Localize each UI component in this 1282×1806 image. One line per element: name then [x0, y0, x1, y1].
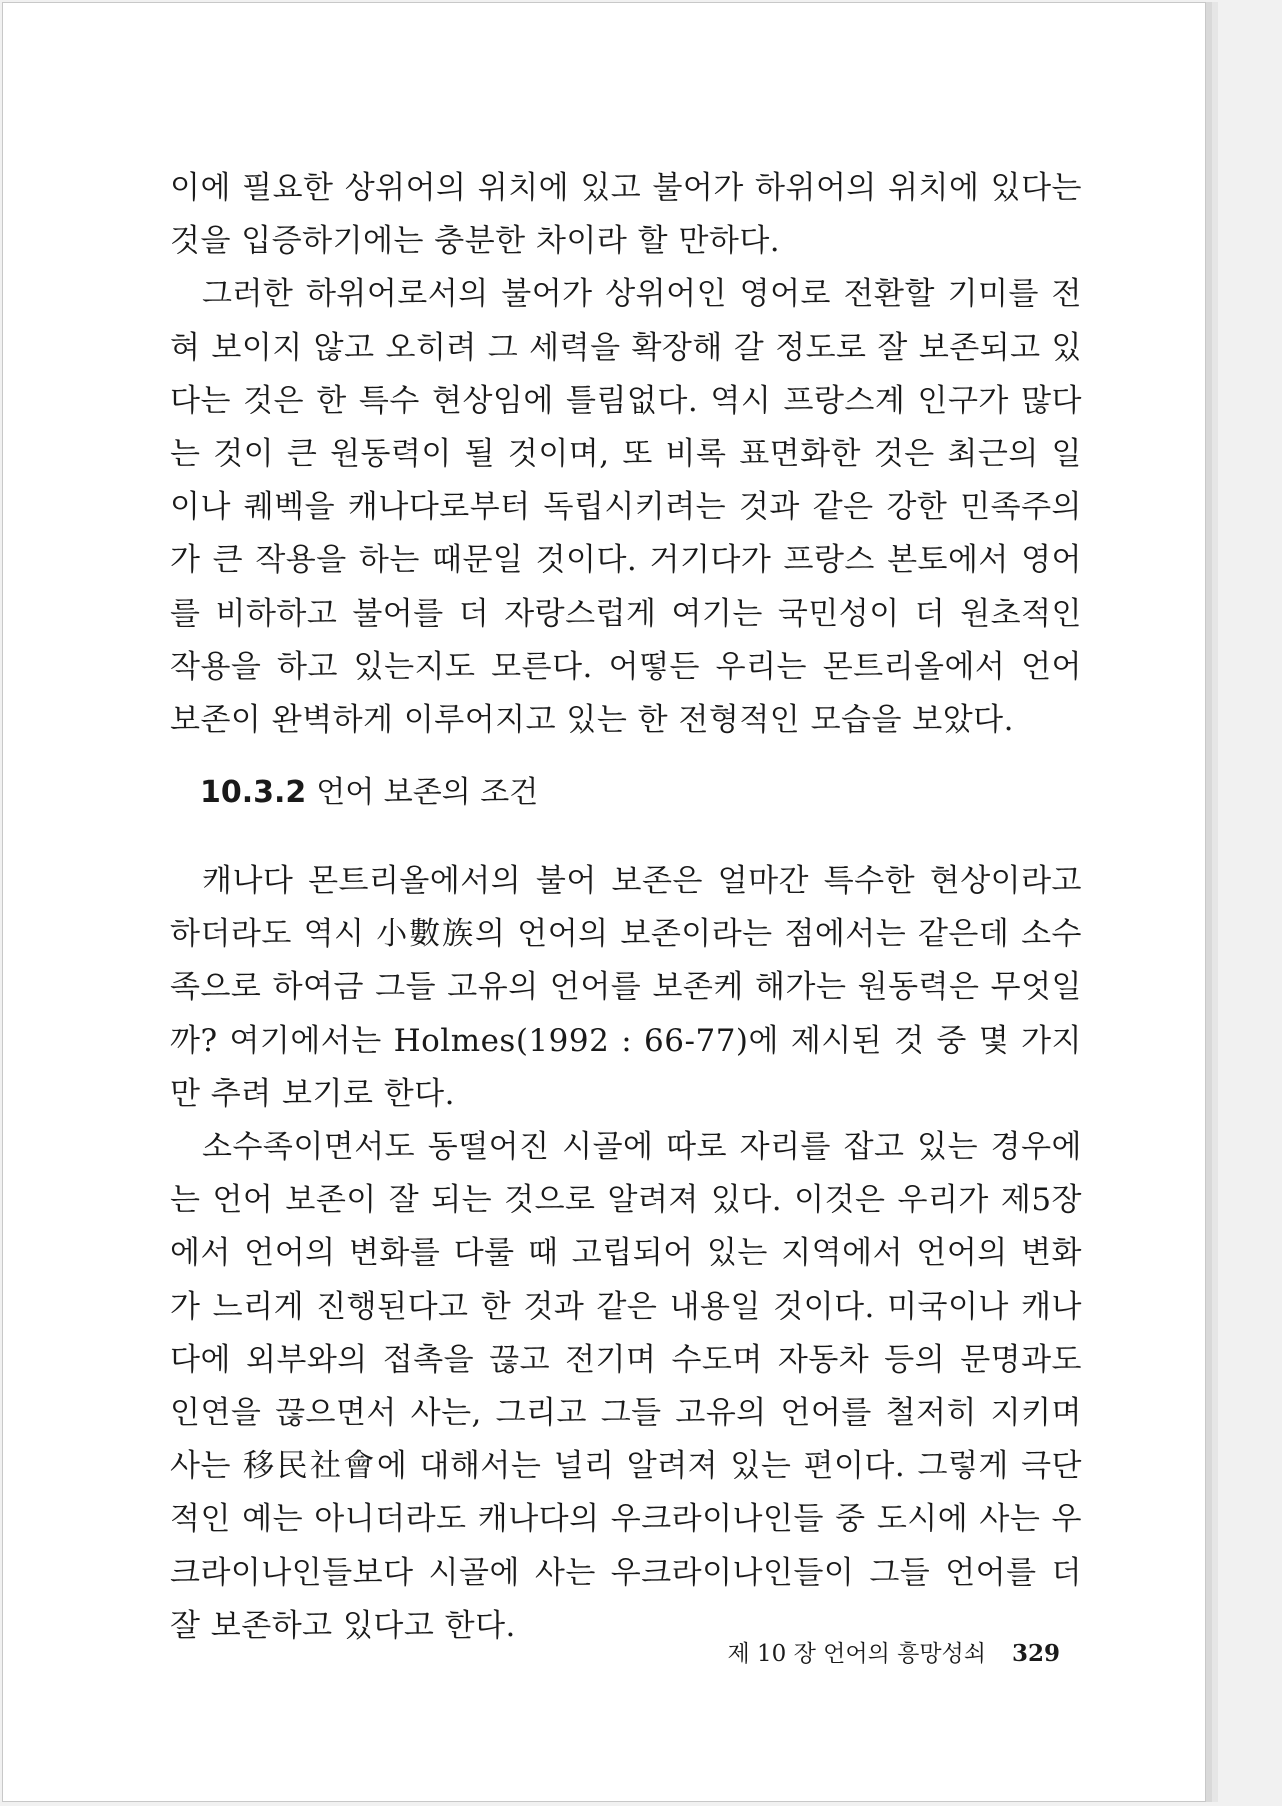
page-number: 329 [1011, 1640, 1060, 1667]
paragraph: 그러한 하위어로서의 불어가 상위어인 영어로 전환할 기미를 전혀 보이지 않고 오히려 그 세력을 확장해 갈 정도로 잘 보존되고 있다는 것은 한 특수 현상임에 틀림없다. 역시 프랑스계 인구가 많다는 것이 큰 원동력이 될 것이며, 또 비록 표면화한 것은 최근의 일이나 퀘벡을 캐나다로부터 독립시키려는 것과 같은 강한 민족주의가 큰 작용을 하는 때문일 것이다. 거기다가 프랑스 본토에서 영어를 비하하고 불어를 더 자랑스럽게 여기는 국민성이 더 원초적인 작용을 하고 있는지도 모른다. 어떻든 우리는 몬트리올에서 언어 보존이 완벽하게 이루어지고 있는 한 전형적인 모습을 보았다. [170, 276, 1082, 739]
paragraph: 소수족이면서도 동떨어진 시골에 따로 자리를 잡고 있는 경우에는 언어 보존이 잘 되는 것으로 알려져 있다. 이것은 우리가 제5장에서 언어의 변화를 다룰 때 고립되어 있는 지역에서 언어의 변화가 느리게 진행된다고 한 것과 같은 내용일 것이다. 미국이나 캐나다에 외부와의 접촉을 끊고 전기며 수도며 자동차 등의 문명과도 인연을 끊으면서 사는, 그리고 그들 고유의 언어를 철저히 지키며 사는 移民社會에 대해서는 널리 알려져 있는 편이다. 그렇게 극단적인 예는 아니더라도 캐나다의 우크라이나인들 중 도시에 사는 우크라이나인들보다 시골에 사는 우크라이나인들이 그들 언어를 더 잘 보존하고 있다고 한다. [170, 1129, 1082, 1644]
paragraph: 캐나다 몬트리올에서의 불어 보존은 얼마간 특수한 현상이라고 하더라도 역시 小數族의 언어의 보존이라는 점에서는 같은데 소수족으로 하여금 그들 고유의 언어를 보존케 해가는 원동력은 무엇일까? 여기에서는 Holmes(1992 : 66-77)에 제시된 것 중 몇 가지만 추려 보기로 한다. [170, 863, 1082, 1112]
section-title: 언어 보존의 조건 [316, 775, 539, 810]
running-chapter-title: 제 10 장 언어의 흥망성쇠 [727, 1641, 986, 1667]
paragraph: 이에 필요한 상위어의 위치에 있고 불어가 하위어의 위치에 있다는 것을 입증하기에는 충분한 차이라 할 만하다. [170, 170, 1082, 260]
section-heading [200, 768, 538, 818]
section-number: 10.3.2 [200, 775, 307, 810]
body-text-bottom [170, 855, 1082, 1653]
page-shadow [1212, 2, 1218, 1802]
body-text-top [170, 162, 1082, 747]
page-footer [700, 1636, 1060, 1672]
